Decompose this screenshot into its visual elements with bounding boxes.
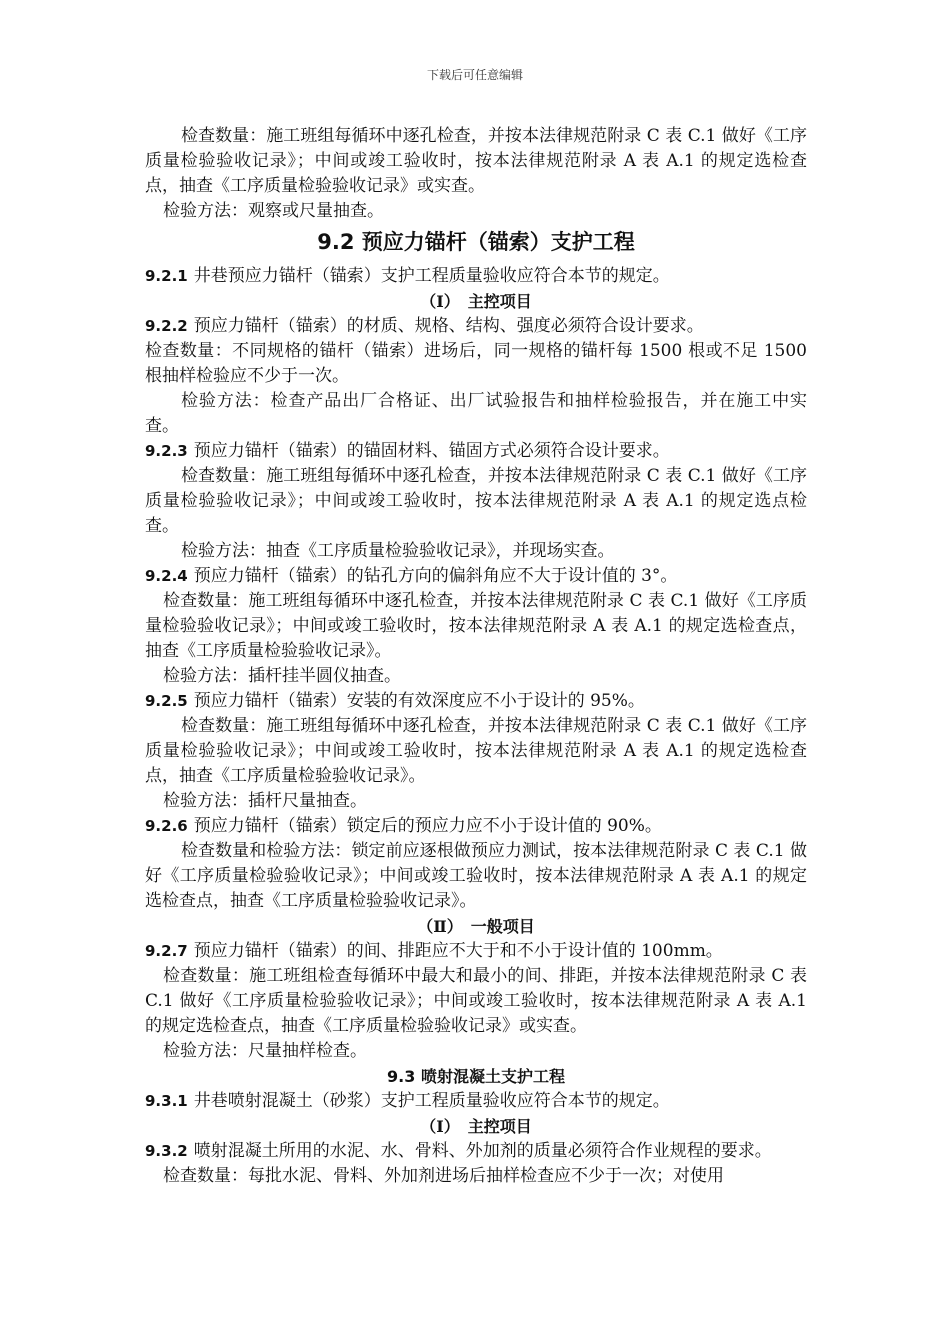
body-paragraph: 检查数量：每批水泥、骨料、外加剂进场后抽样检查应不少于一次；对使用 (163, 1166, 724, 1186)
clause-paragraph (145, 1139, 807, 1164)
section-heading: 9.2 预应力锚杆（锚索）支护工程 (317, 230, 635, 254)
clause-paragraph (145, 439, 807, 464)
body-paragraph: 检验方法：插杆尺量抽查。 (163, 791, 367, 811)
body-paragraph: 检查数量：施工班组每循环中逐孔检查，并按本法律规范附录 C 表 C.1 做好《工序质量检验验收记录》；中间或竣工验收时，按本法律规范附录 A 表 A.1 的规定选检查点，抽查《工序质量检验验收记录》。 (145, 716, 807, 786)
clause-number: 9.3.1 (145, 1092, 188, 1110)
body-paragraph: 检验方法：抽查《工序质量检验验收记录》，并现场实查。 (181, 541, 615, 561)
clause-number: 9.2.7 (145, 942, 188, 960)
clause-number: 9.2.5 (145, 692, 188, 710)
body-paragraph: 检查数量：施工班组每循环中逐孔检查，并按本法律规范附录 C 表 C.1 做好《工序质量检验验收记录》；中间或竣工验收时，按本法律规范附录 A 表 A.1 的规定选检查点，抽查《工序质量检验验收记录》。 (145, 591, 807, 661)
clause-text: 预应力锚杆（锚索）的间、排距应不大于和不小于设计值的 100mm。 (193, 941, 723, 961)
clause-paragraph (145, 264, 807, 289)
section-heading: 9.3 喷射混凝土支护工程 (387, 1067, 565, 1086)
clause-number: 9.3.2 (145, 1142, 188, 1160)
body-paragraph: 检查数量：不同规格的锚杆（锚索）进场后，同一规格的锚杆每 1500 根或不足 1500 根抽样检验应不少于一次。 (145, 341, 807, 386)
clause-paragraph (145, 564, 807, 589)
body-paragraph: 检验方法：检查产品出厂合格证、出厂试验报告和抽样检验报告，并在施工中实查。 (145, 391, 807, 436)
clause-number: 9.2.4 (145, 567, 188, 585)
subsection-heading: （Ⅰ） 主控项目 (420, 292, 532, 311)
clause-paragraph (145, 314, 807, 339)
clause-text: 预应力锚杆（锚索）的钻孔方向的偏斜角应不大于设计值的 3°。 (193, 566, 678, 586)
subsection-heading: （Ⅱ） 一般项目 (417, 917, 535, 936)
body-paragraph: 检查数量和检验方法：锁定前应逐根做预应力测试，按本法律规范附录 C 表 C.1 做好《工序质量检验验收记录》；中间或竣工验收时，按本法律规范附录 A 表 A.1 的规定选检查点，抽查《工序质量检验验收记录》。 (145, 841, 807, 911)
clause-text: 喷射混凝土所用的水泥、水、骨料、外加剂的质量必须符合作业规程的要求。 (193, 1141, 772, 1161)
body-paragraph: 检查数量：施工班组每循环中逐孔检查，并按本法律规范附录 C 表 C.1 做好《工序质量检验验收记录》；中间或竣工验收时，按本法律规范附录 A 表 A.1 的规定选点检查。 (145, 466, 807, 536)
clause-number: 9.2.1 (145, 267, 188, 285)
clause-text: 井巷预应力锚杆（锚索）支护工程质量验收应符合本节的规定。 (193, 266, 670, 286)
clause-paragraph (145, 814, 807, 839)
clause-paragraph (145, 689, 807, 714)
clause-text: 井巷喷射混凝土（砂浆）支护工程质量验收应符合本节的规定。 (193, 1091, 670, 1111)
document-body (145, 124, 807, 1189)
clause-number: 9.2.3 (145, 442, 188, 460)
clause-paragraph (145, 939, 807, 964)
clause-text: 预应力锚杆（锚索）安装的有效深度应不小于设计的 95%。 (193, 691, 645, 711)
body-paragraph: 检查数量：施工班组检查每循环中最大和最小的间、排距，并按本法律规范附录 C 表 C.1 做好《工序质量检验验收记录》；中间或竣工验收时，按本法律规范附录 A 表 A.1 的规定选检查点，抽查《工序质量检验验收记录》或实查。 (145, 966, 807, 1036)
page-header: 下载后可任意编辑 (426, 68, 523, 82)
subsection-heading: （Ⅰ） 主控项目 (420, 1117, 532, 1136)
body-paragraph: 检验方法：尺量抽样检查。 (163, 1041, 367, 1061)
body-paragraph: 检验方法：插杆挂半圆仪抽查。 (163, 666, 401, 686)
clause-text: 预应力锚杆（锚索）的材质、规格、结构、强度必须符合设计要求。 (193, 316, 704, 336)
body-paragraph: 检验方法：观察或尺量抽查。 (163, 201, 384, 221)
body-paragraph: 检查数量：施工班组每循环中逐孔检查，并按本法律规范附录 C 表 C.1 做好《工序质量检验验收记录》；中间或竣工验收时，按本法律规范附录 A 表 A.1 的规定选检查点，抽查《工序质量检验验收记录》或实查。 (145, 126, 807, 196)
clause-paragraph (145, 1089, 807, 1114)
clause-number: 9.2.6 (145, 817, 188, 835)
clause-number: 9.2.2 (145, 317, 188, 335)
clause-text: 预应力锚杆（锚索）的锚固材料、锚固方式必须符合设计要求。 (193, 441, 670, 461)
clause-text: 预应力锚杆（锚索）锁定后的预应力应不小于设计值的 90%。 (193, 816, 662, 836)
